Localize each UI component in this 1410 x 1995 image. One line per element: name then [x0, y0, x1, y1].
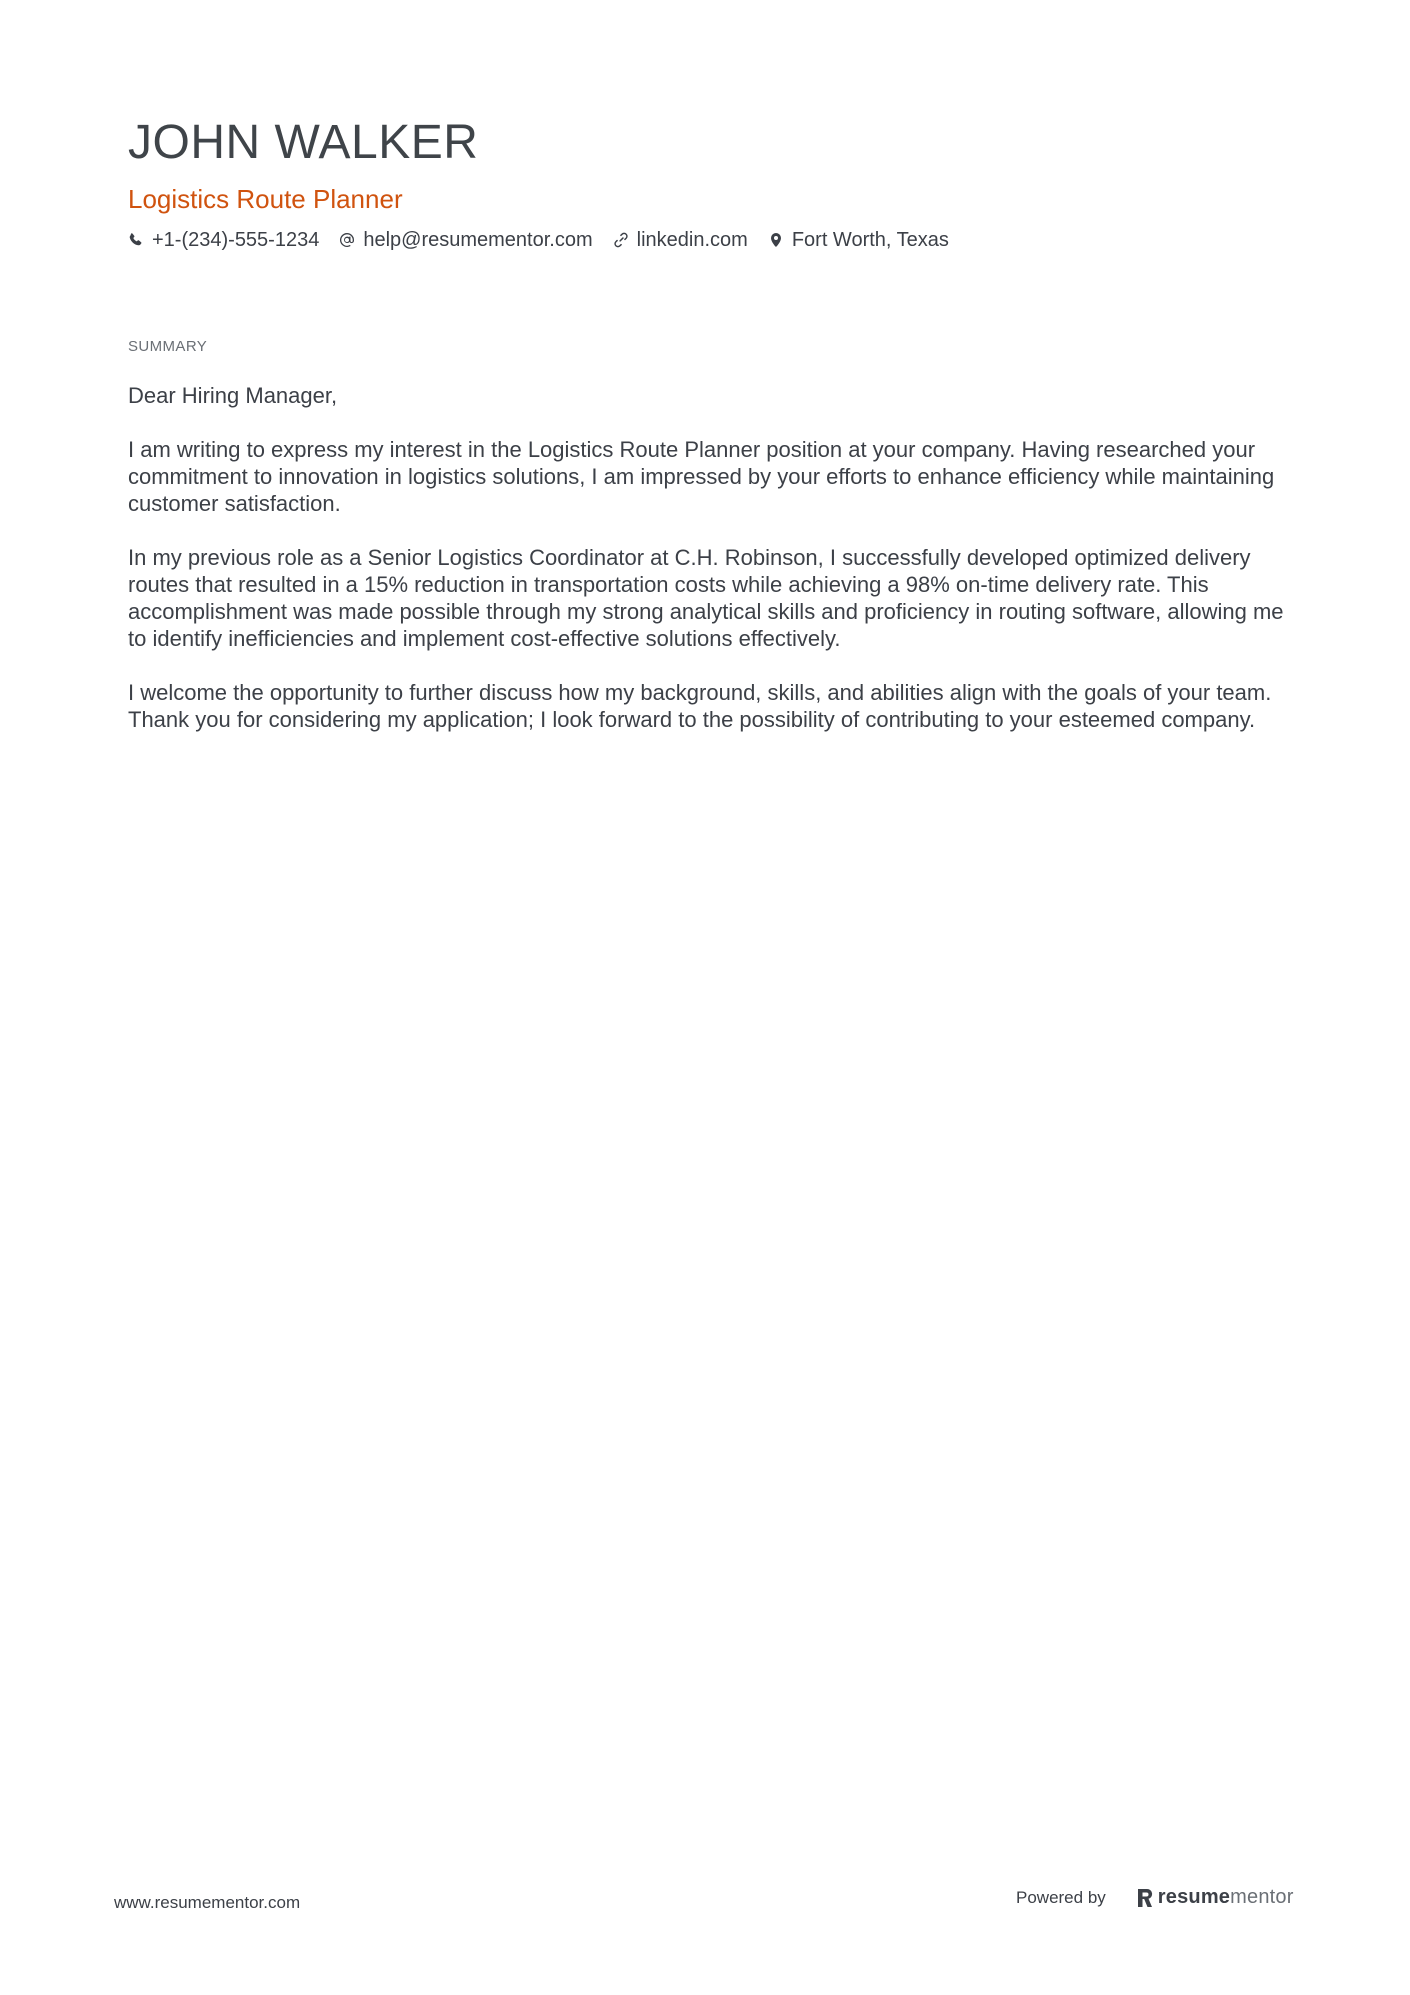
contact-row	[128, 226, 1288, 254]
at-icon	[339, 232, 355, 248]
contact-phone	[128, 226, 319, 254]
brand-name-light: mentor	[1230, 1886, 1294, 1908]
contact-location-text: Fort Worth, Texas	[791, 229, 949, 251]
brand-name-strong: resume	[1157, 1886, 1231, 1908]
summary-heading: SUMMARY	[128, 338, 208, 355]
paragraph: In my previous role as a Senior Logistics Coordinator at C.H. Robinson, I successfully developed optimized delivery routes that resulted in a 15% reduction in transportation costs while achieving a 98% on-time delivery rate. This accomplishment was made possible through my strong analytical skills and proficiency in routing software, allowing me to identify inefficiencies and implement cost-effective solutions effectively.	[128, 545, 1284, 651]
footer-branding	[1016, 1886, 1294, 1909]
paragraph: I am writing to express my interest in the Logistics Route Planner position at your company. Having researched your commitment to innovation in logistics solutions, I am impressed by your efforts to enhance efficiency while maintaining customer satisfaction.	[128, 437, 1275, 516]
contact-email-text: help@resumementor.com	[363, 229, 593, 251]
job-title: Logistics Route Planner	[128, 184, 403, 214]
contact-location	[768, 226, 949, 254]
brand-logo[interactable]	[1136, 1886, 1294, 1909]
resumementor-logo-icon	[1136, 1887, 1154, 1909]
footer-website[interactable]: www.resumementor.com	[114, 1893, 301, 1912]
contact-phone-text: +1-(234)-555-1234	[152, 229, 320, 251]
powered-by-label: Powered by	[1016, 1887, 1106, 1907]
candidate-name: JOHN WALKER	[128, 116, 479, 169]
header	[128, 112, 1288, 254]
letter-body	[128, 382, 1293, 760]
contact-linkedin-text: linkedin.com	[636, 229, 748, 251]
link-icon	[613, 232, 629, 248]
contact-email[interactable]	[339, 226, 592, 254]
contact-linkedin[interactable]	[613, 226, 748, 254]
paragraph: I welcome the opportunity to further discuss how my background, skills, and abilities align with the goals of your team. Thank you for considering my application; I look forward to the possibility of contributing to your esteemed company.	[128, 680, 1272, 732]
salutation: Dear Hiring Manager,	[128, 383, 338, 408]
phone-icon	[128, 232, 144, 248]
location-pin-icon	[768, 232, 784, 248]
